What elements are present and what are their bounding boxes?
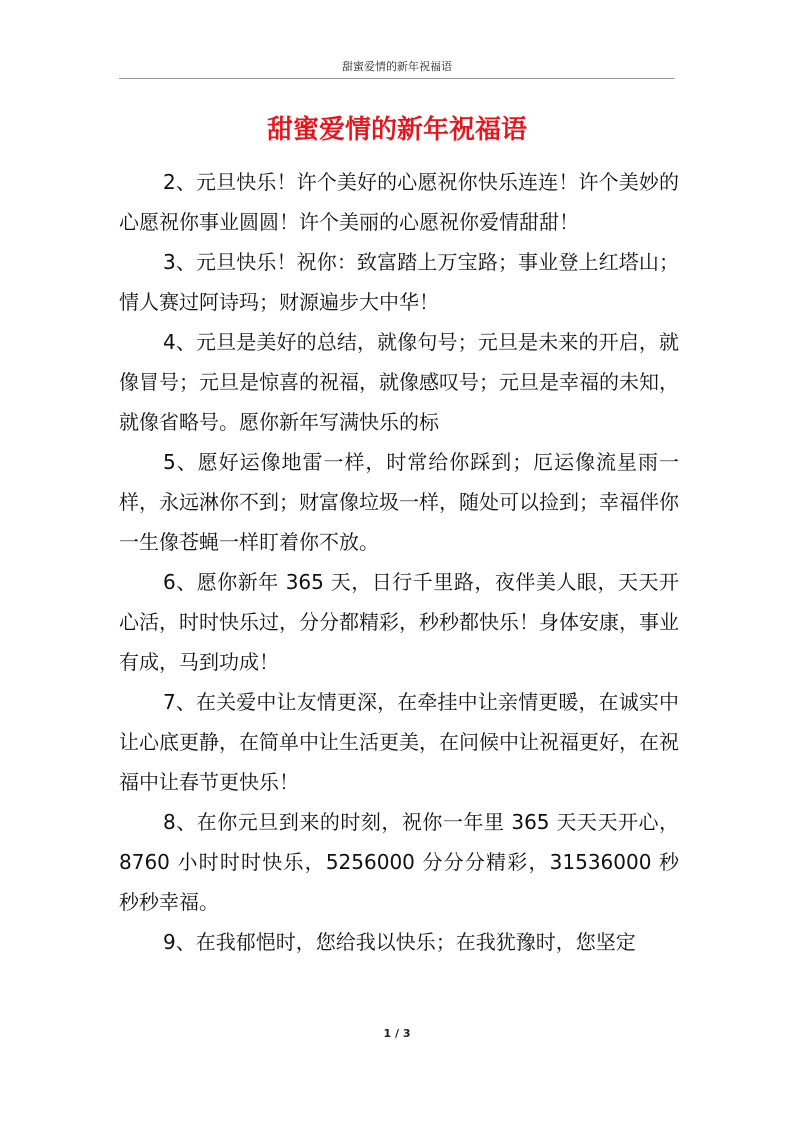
- document-title: 甜蜜爱情的新年祝福语: [266, 115, 527, 145]
- paragraph-6: 6、愿你新年 365 天，日行千里路，夜伴美人眼，天天开心活，时时快乐过，分分都精彩，秒秒都快乐！身体安康，事业有成，马到功成！: [119, 570, 679, 674]
- paragraph-8: 8、在你元旦到来的时刻，祝你一年里 365 天天天开心，8760 小时时时快乐，5256000 分分分精彩，31536000 秒秒秒幸福。: [119, 810, 679, 914]
- paragraph-3: 3、元旦快乐！祝你：致富踏上万宝路；事业登上红塔山；情人赛过阿诗玛；财源遍步大中华！: [119, 250, 679, 314]
- paragraph-5: 5、愿好运像地雷一样，时常给你踩到；厄运像流星雨一样，永远淋你不到；财富像垃圾一样，随处可以捡到；幸福伴你一生像苍蝇一样盯着你不放。: [119, 450, 679, 554]
- header-divider: [119, 78, 675, 79]
- document-body: [119, 162, 679, 962]
- page-number: 1 / 3: [383, 1027, 411, 1040]
- paragraph-4: 4、元旦是美好的总结，就像句号；元旦是未来的开启，就像冒号；元旦是惊喜的祝福，就像感叹号；元旦是幸福的未知，就像省略号。愿你新年写满快乐的标: [119, 330, 679, 434]
- paragraph-9: 9、在我郁悒时，您给我以快乐；在我犹豫时，您坚定: [163, 930, 636, 954]
- paragraph-7: 7、在关爱中让友情更深，在牵挂中让亲情更暖，在诚实中让心底更静，在简单中让生活更美，在问候中让祝福更好，在祝福中让春节更快乐！: [119, 690, 679, 794]
- paragraph-2: 2、元旦快乐！许个美好的心愿祝你快乐连连！许个美妙的心愿祝你事业圆圆！许个美丽的心愿祝你爱情甜甜！: [119, 170, 679, 234]
- running-header: 甜蜜爱情的新年祝福语: [342, 60, 452, 73]
